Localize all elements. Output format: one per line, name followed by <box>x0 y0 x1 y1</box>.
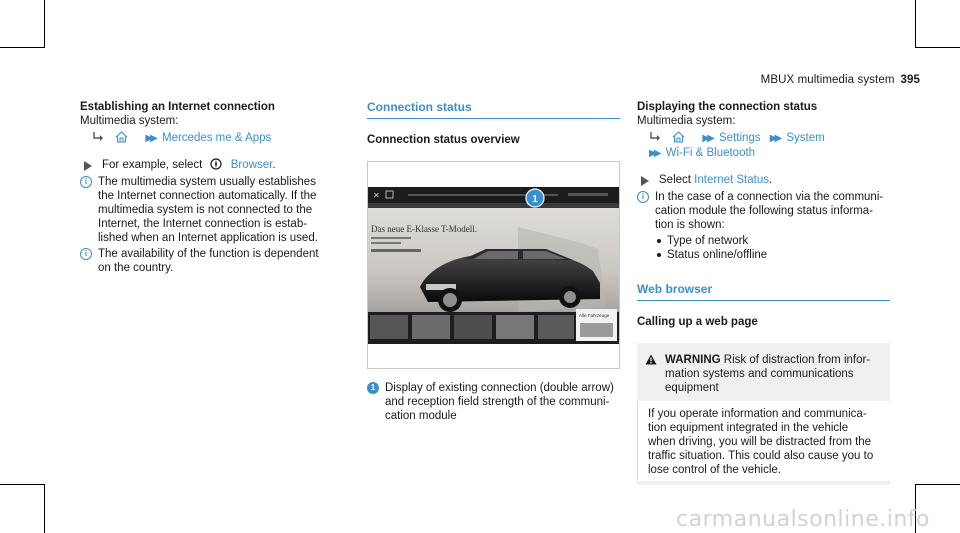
section-heading: Establishing an Internet connection <box>80 101 275 113</box>
internet-status-link[interactable]: Internet Status <box>694 174 769 186</box>
warning-body <box>637 401 890 481</box>
list-item: Status online/offline <box>637 248 890 262</box>
info-note <box>80 175 348 245</box>
menu-item-settings[interactable]: Settings <box>719 132 761 144</box>
callout-number: 1 <box>532 194 538 205</box>
double-chevron-icon: ▶▶ <box>769 133 780 144</box>
warning-body-line: lose control of the vehicle. <box>648 464 781 476</box>
note-line: tion is shown: <box>655 219 725 231</box>
subheading: Calling up a web page <box>637 316 758 328</box>
info-note <box>637 190 890 232</box>
step-text: Select <box>659 174 691 186</box>
menu-path <box>637 131 890 146</box>
note-line: on the country. <box>98 262 174 274</box>
warning-triangle-icon <box>645 354 657 365</box>
caption-line: cation module <box>385 410 457 422</box>
section-title: Connection status <box>367 100 620 119</box>
crop-mark <box>44 0 45 48</box>
system-label: Multimedia system: <box>80 115 179 127</box>
warning-line: mation systems and communications <box>665 368 854 380</box>
screen-headline: Das neue E-Klasse T-Modell. <box>371 224 477 234</box>
double-chevron-icon: ▶▶ <box>145 133 155 144</box>
instruction-step <box>637 173 890 187</box>
caption-number-badge: 1 <box>367 382 379 394</box>
menu-item-system[interactable]: System <box>786 132 825 144</box>
column-right <box>637 100 890 485</box>
note-line: multimedia system is not connected to the <box>98 204 313 216</box>
step-arrow-icon <box>641 176 649 186</box>
page-number: 395 <box>900 74 920 86</box>
note-line: lished when an Internet application is used. <box>98 232 318 244</box>
return-arrow-icon <box>92 132 104 142</box>
note-line: The availability of the function is dependent <box>98 248 319 260</box>
list-item: Type of network <box>637 234 890 248</box>
info-icon: i <box>80 248 92 260</box>
menu-item-mercedes-me[interactable]: Mercedes me & Apps <box>162 132 272 144</box>
column-left <box>80 100 348 275</box>
section-title: Web browser <box>637 282 890 301</box>
browser-icon <box>210 158 222 170</box>
browser-screen <box>368 187 619 344</box>
caption <box>367 381 620 423</box>
section-heading: Displaying the connection status <box>637 101 818 113</box>
warning-body-line: tion equipment integrated in the vehicle <box>648 422 849 434</box>
warning-body-line: If you operate information and communica- <box>648 408 867 420</box>
warning-line: equipment <box>665 382 719 394</box>
warning-header <box>637 353 890 395</box>
step-arrow-icon <box>84 161 92 171</box>
return-arrow-icon <box>649 132 661 142</box>
warning-body-line: when driving, you will be distracted from the <box>648 436 872 448</box>
crop-mark <box>915 47 960 48</box>
system-label: Multimedia system: <box>637 115 736 127</box>
note-line: Internet, the Internet connection is estab- <box>98 218 308 230</box>
instruction-step <box>80 158 348 172</box>
info-icon: i <box>80 176 92 188</box>
browser-link[interactable]: Browser <box>230 159 273 171</box>
double-chevron-icon: ▶▶ <box>702 133 712 144</box>
info-note <box>80 247 348 275</box>
step-text: For example, select <box>102 159 203 171</box>
note-line: cation module the following status informa- <box>655 205 873 217</box>
home-icon[interactable] <box>672 131 685 143</box>
header-title: MBUX multimedia system <box>760 74 895 86</box>
menu-path-cont <box>637 146 890 161</box>
note-line: the Internet connection automatically. If the <box>98 190 317 202</box>
double-chevron-icon: ▶▶ <box>649 148 659 159</box>
svg-text:✕: ✕ <box>373 191 380 200</box>
crop-mark <box>915 484 960 485</box>
caption-line: and reception field strength of the communi- <box>385 396 610 408</box>
info-icon: i <box>637 191 649 203</box>
screen-image <box>368 187 619 344</box>
watermark: carmanualsonline.info <box>676 507 930 532</box>
step-suffix: . <box>272 159 276 171</box>
crop-mark <box>0 484 45 485</box>
warning-box <box>637 343 890 485</box>
note-line: The multimedia system usually establishes <box>98 176 316 188</box>
caption-line: Display of existing connection (double arrow) <box>385 382 614 394</box>
step-suffix: . <box>768 174 773 186</box>
menu-item-wifi-bluetooth[interactable]: Wi-Fi & Bluetooth <box>665 147 756 159</box>
page-header <box>761 73 920 87</box>
column-middle <box>367 100 620 423</box>
menu-path <box>80 131 348 146</box>
screen-photo <box>367 161 620 369</box>
home-icon[interactable] <box>115 131 128 143</box>
note-line: In the case of a connection via the communi- <box>655 191 884 203</box>
warning-line: Risk of distraction from infor- <box>723 354 871 366</box>
warning-body-line: traffic situation. This could also cause you to <box>648 450 874 462</box>
tile-label: Alle Fahrzeuge <box>579 313 610 318</box>
subheading: Connection status overview <box>367 134 520 146</box>
warning-label: WARNING <box>665 354 721 366</box>
crop-mark <box>0 47 45 48</box>
crop-mark <box>44 484 45 533</box>
crop-mark <box>915 0 916 48</box>
